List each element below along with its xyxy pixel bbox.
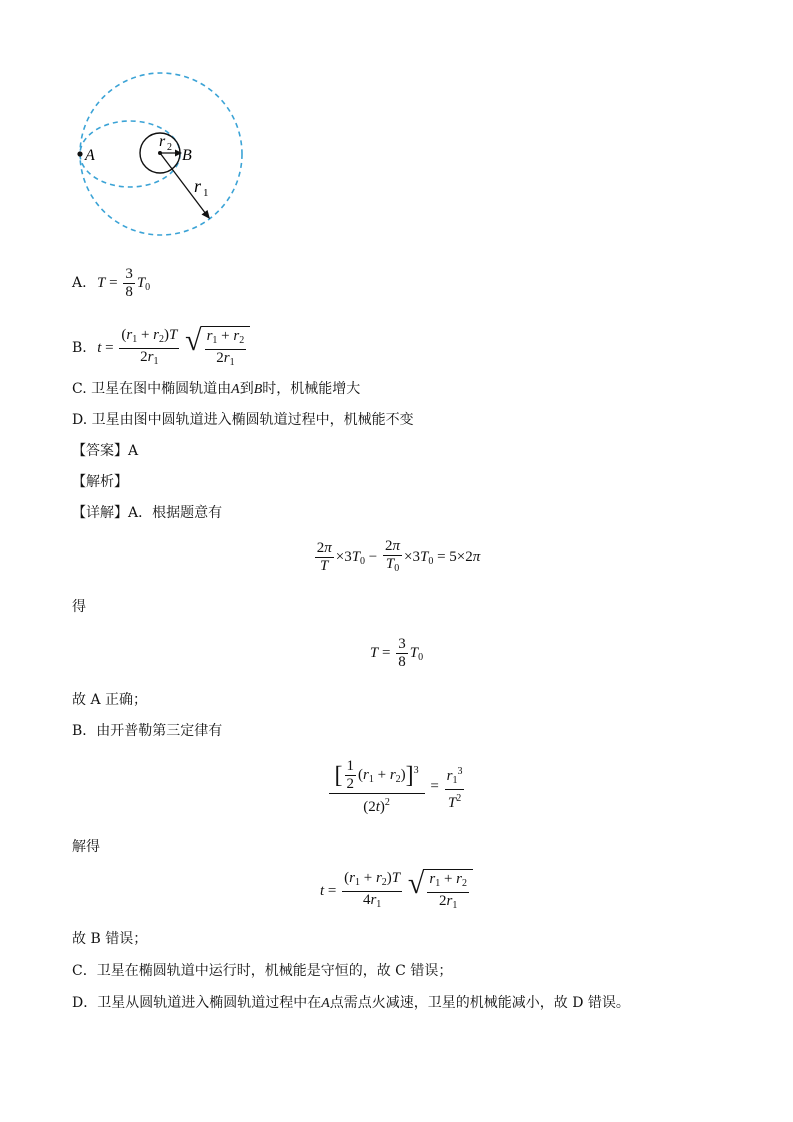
answer-label: 【答案】: [72, 443, 128, 459]
detail-d-text-1: D．卫星从圆轨道进入椭圆轨道过程中在: [72, 995, 322, 1011]
option-c-text-2: 到: [239, 381, 254, 397]
option-c-text-1: C. 卫星在图中椭圆轨道由: [72, 381, 232, 397]
detail-a-conclusion-text: 故 A 正确；: [72, 692, 148, 708]
equation-3: [ $\frac{1}{2}$ $(r_1 + r_2)]^3$ $(2t)^2$ = $\frac{r_1^3}{T^2}$: [0, 758, 793, 816]
detail-c-text: C．卫星在椭圆轨道中运行时，机械能是守恒的，故 C 错误；: [72, 963, 453, 979]
detail-b-intro-text: B．由开普勒第三定律有: [72, 723, 223, 739]
detail-b-intro: [72, 721, 222, 741]
analysis-label: 【解析】: [72, 474, 128, 490]
option-a: [72, 266, 150, 301]
label-r2-sub: 2: [167, 142, 172, 153]
equation-1: $\frac{2\pi}{T}$ $\times 3T_0$ − $\frac{2\pi}{T_0}$ $\times 3T_0 = 5\times 2\pi$: [316, 538, 481, 574]
r1-arrowhead: [202, 210, 211, 219]
point-a-dot: [77, 151, 82, 156]
de-text: 得: [72, 599, 86, 615]
detail-a-conclusion: [72, 690, 147, 710]
label-r1: r: [194, 176, 202, 196]
equation-4: t = $\frac{(r_1 + r_2)T}{4r_1}$ √ $\frac{r_1 + r_2}{2r_1}$: [0, 869, 793, 914]
label-r2: r: [159, 133, 166, 150]
option-d-text: D. 卫星由图中圆轨道进入椭圆轨道过程中，机械能不变: [72, 412, 414, 428]
option-a-formula: T = $\frac{3}{8}$ $T_0$: [97, 266, 151, 300]
label-b: B: [182, 147, 192, 164]
de-line: [72, 597, 86, 617]
option-b-prefix: B.: [72, 339, 87, 356]
elliptical-orbit: [80, 121, 180, 187]
answer-line: [72, 441, 138, 461]
label-r1-sub: 1: [203, 187, 209, 199]
detail-a-intro-text: A．根据题意有: [128, 505, 223, 521]
analysis-line: [72, 472, 128, 492]
detail-d-text-2: 点需点火减速，卫星的机械能减小，故 D 错误。: [329, 995, 630, 1011]
detail-b-conclusion-text: 故 B 错误；: [72, 931, 148, 947]
option-c: [72, 379, 360, 400]
option-c-point-b: B: [253, 382, 263, 397]
detail-d: [72, 993, 630, 1014]
option-d: [72, 410, 414, 430]
option-c-text-3: 时，机械能增大: [262, 381, 361, 397]
option-c-point-a: A: [231, 382, 240, 397]
answer-value: A: [128, 443, 139, 459]
detail-d-point-a: A: [321, 996, 330, 1011]
detail-a-intro: [72, 503, 222, 523]
option-b: [72, 326, 250, 371]
jiede-text: 解得: [72, 839, 100, 855]
jiede-line: [72, 837, 100, 857]
detail-b-conclusion: [72, 929, 147, 949]
equation-2: T = $\frac{3}{8}$ $T_0$: [369, 636, 424, 670]
detail-c: [72, 961, 452, 981]
detail-label: 【详解】: [72, 505, 128, 521]
orbit-diagram: [70, 66, 250, 241]
label-a: A: [85, 147, 95, 164]
option-a-prefix: A.: [72, 274, 87, 291]
r2-arrowhead: [175, 150, 182, 157]
option-b-formula: t = $\frac{(r_1 + r_2)T}{2r_1}$ √ $\frac{r_1 + r_2}{2r_1}$: [97, 340, 250, 356]
